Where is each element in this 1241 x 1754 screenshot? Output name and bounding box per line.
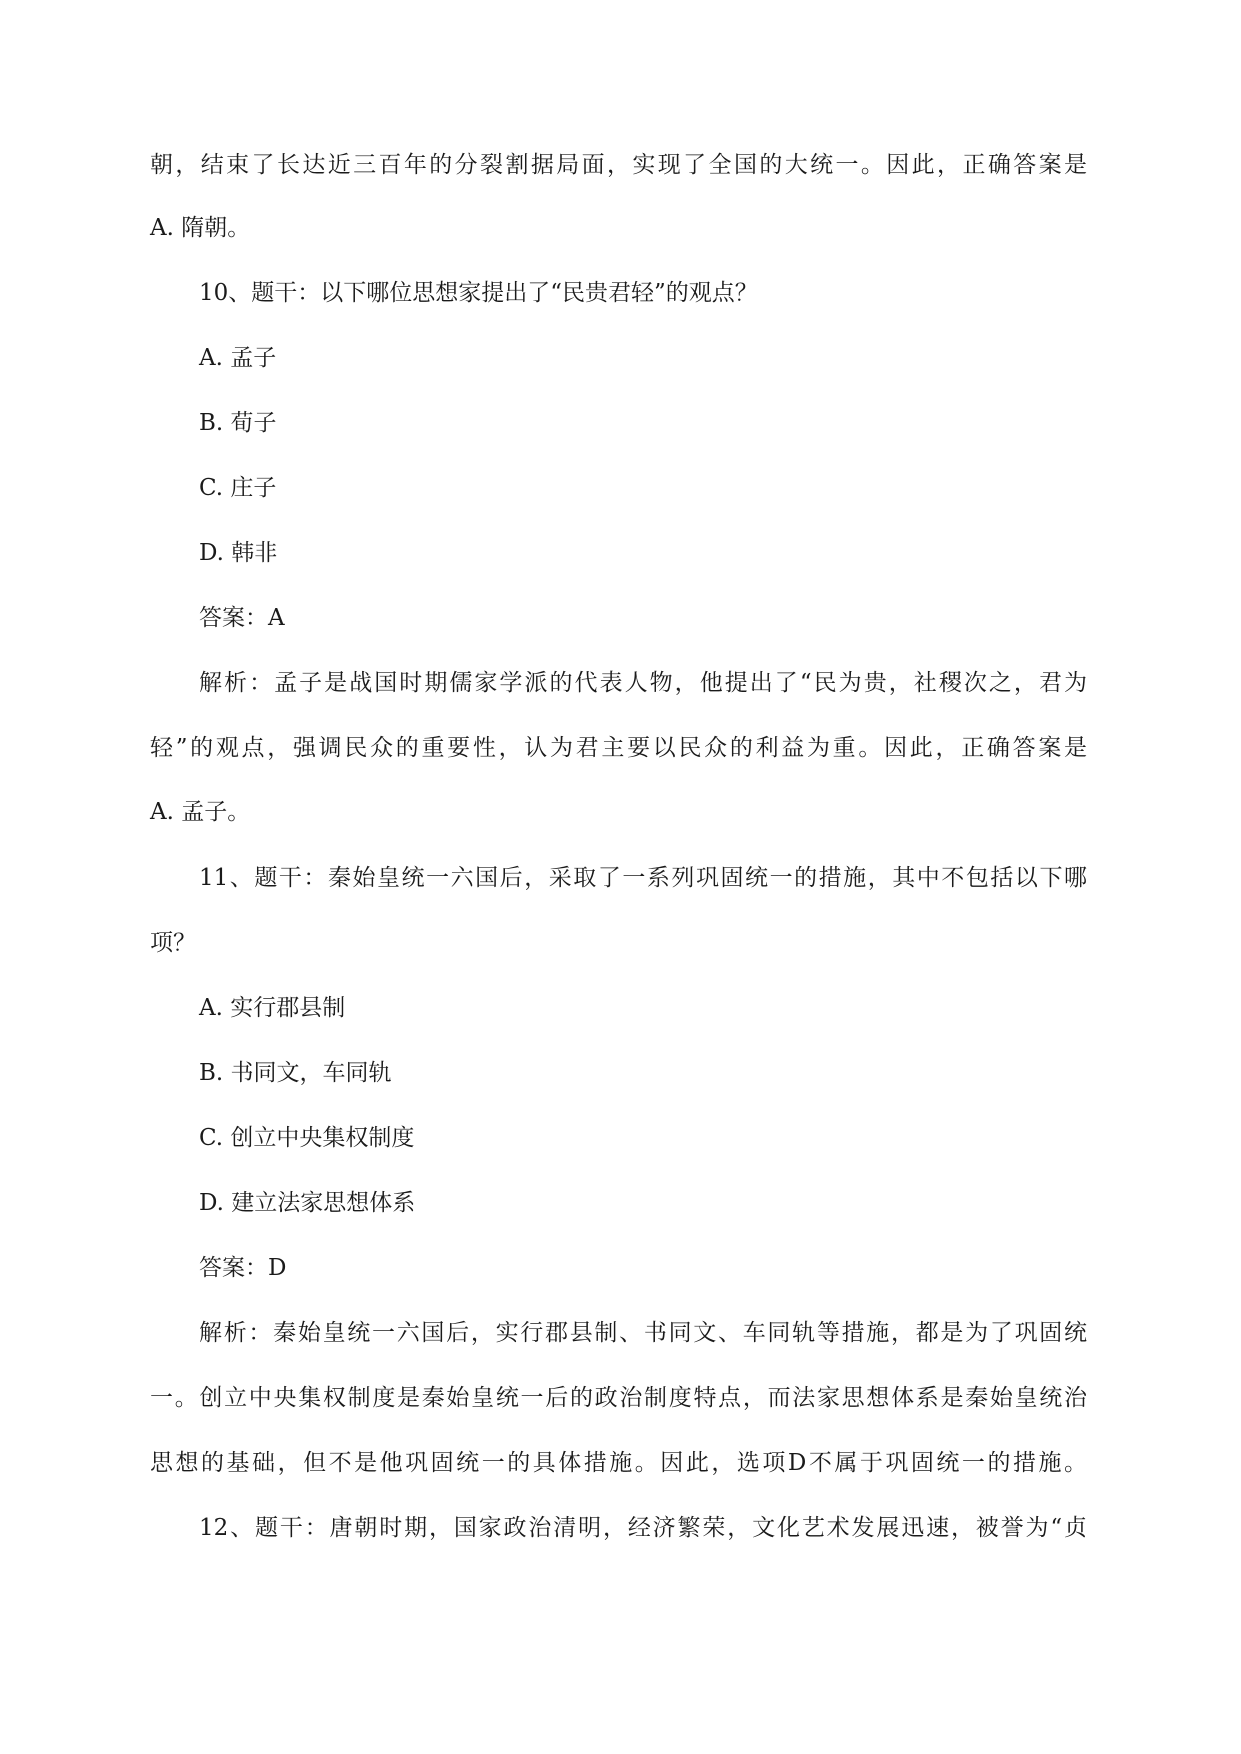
- q11-option-a: A. 实行郡县制: [199, 995, 346, 1021]
- q11-explanation-line: 一。创立中央集权制度是秦始皇统一后的政治制度特点，而法家思想体系是秦始皇统治: [150, 1385, 1087, 1411]
- q11-option-d: D. 建立法家思想体系: [199, 1190, 416, 1216]
- q10-answer: 答案：A: [199, 605, 285, 631]
- q10-option-d: D. 韩非: [199, 540, 278, 566]
- q11-option-b: B. 书同文，车同轨: [199, 1060, 392, 1086]
- q9-explanation-end: A. 隋朝。: [150, 215, 251, 241]
- q10-option-a: A. 孟子: [199, 345, 277, 371]
- q10-explanation-line: 轻”的观点，强调民众的重要性，认为君主要以民众的利益为重。因此，正确答案是: [150, 735, 1087, 761]
- q10-explanation-line: 解析：孟子是战国时期儒家学派的代表人物，他提出了“民为贵，社稷次之，君为: [199, 670, 1087, 696]
- q11-stem-end: 项？: [150, 930, 196, 956]
- q12-stem: 12、题干：唐朝时期，国家政治清明，经济繁荣，文化艺术发展迅速，被誉为“贞: [199, 1515, 1087, 1541]
- q10-explanation-end: A. 孟子。: [150, 799, 251, 825]
- q9-explanation-line: 朝，结束了长达近三百年的分裂割据局面，实现了全国的大统一。因此，正确答案是: [150, 152, 1087, 178]
- q10-stem: 10、题干：以下哪位思想家提出了“民贵君轻”的观点？: [199, 280, 758, 306]
- q11-explanation-line: 思想的基础，但不是他巩固统一的具体措施。因此，选项D不属于巩固统一的措施。: [150, 1450, 1087, 1476]
- q11-explanation-line: 解析：秦始皇统一六国后，实行郡县制、书同文、车同轨等措施，都是为了巩固统: [199, 1320, 1087, 1346]
- q11-answer: 答案：D: [199, 1255, 287, 1281]
- q10-option-b: B. 荀子: [199, 410, 277, 436]
- q11-option-c: C. 创立中央集权制度: [199, 1125, 415, 1151]
- q11-stem: 11、题干：秦始皇统一六国后，采取了一系列巩固统一的措施，其中不包括以下哪: [199, 865, 1087, 891]
- q10-option-c: C. 庄子: [199, 475, 277, 501]
